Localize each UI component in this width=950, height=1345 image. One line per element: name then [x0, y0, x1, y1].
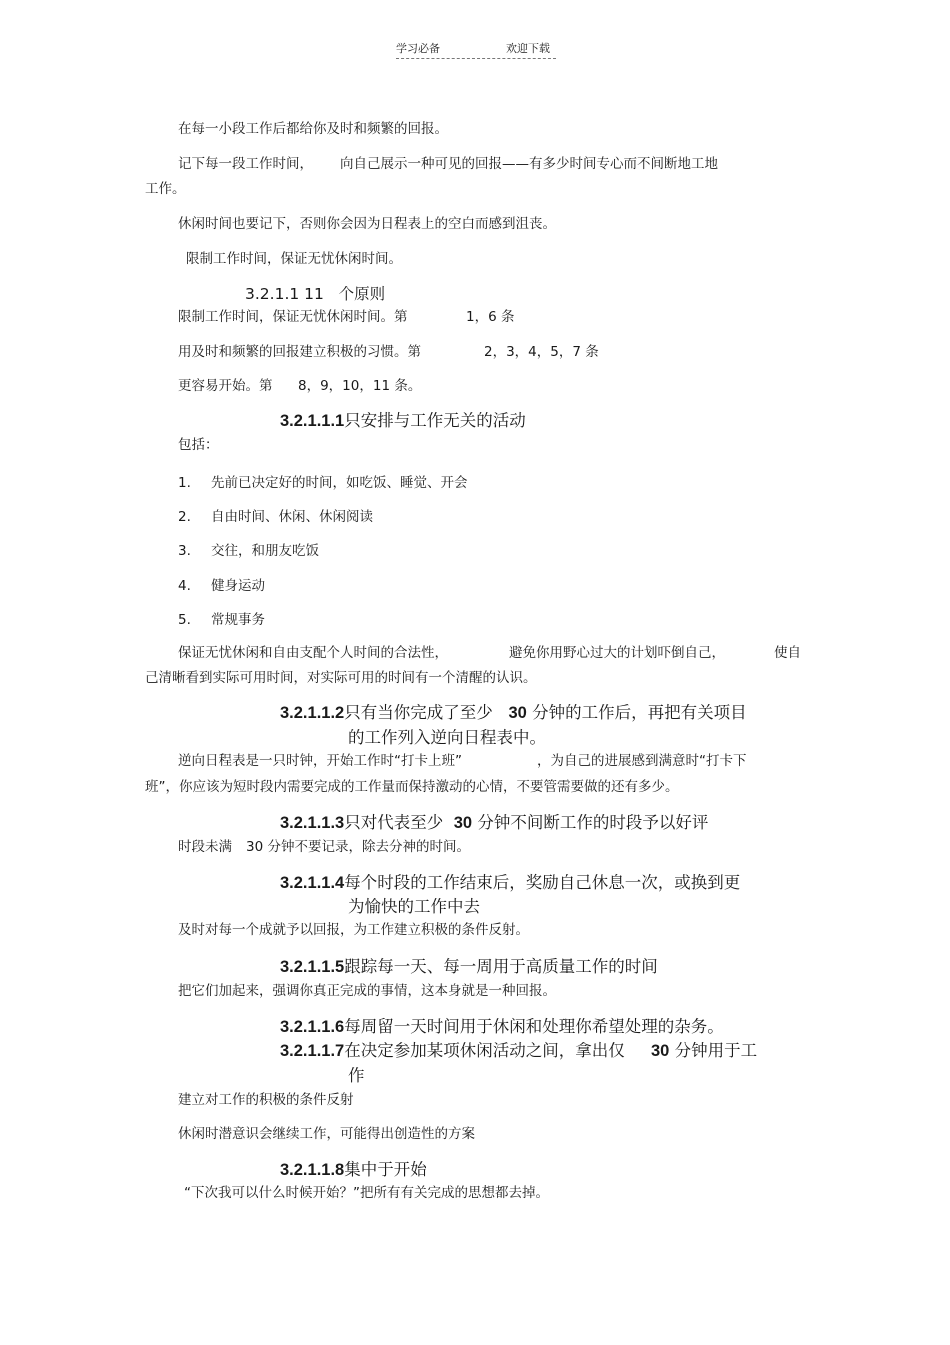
subsection-number: 3.2.1.1.4	[280, 874, 345, 892]
list-item-text: 先前已决定好的时间，如吃饭、睡觉、开会	[211, 475, 468, 491]
list-item	[178, 542, 191, 560]
subsection-heading	[280, 812, 708, 834]
subsection-title: 集中于开始	[344, 1160, 427, 1179]
subsection-heading	[280, 702, 747, 724]
list-item-text: 常规事务	[211, 612, 265, 628]
list-item	[178, 611, 191, 629]
subsection-heading-continued: 的工作列入逆向日程表中。	[348, 728, 546, 747]
paragraph: 使自	[774, 645, 801, 661]
paragraph: 2，3，4，5，7 条	[484, 344, 599, 360]
list-item	[178, 577, 191, 595]
section-heading	[245, 284, 385, 304]
list-item-text: 交往，和朋友吃饭	[211, 543, 319, 559]
subsection-number: 3.2.1.1.3	[280, 814, 345, 832]
list-item-text: 自由时间、休闲、休闲阅读	[211, 509, 373, 525]
subsection-title: 每个时段的工作结束后，奖励自己休息一次，或换到更	[344, 873, 741, 892]
section-title: 个原则	[338, 285, 386, 303]
paragraph: 保证无忧休闲和自由支配个人时间的合法性，	[178, 645, 448, 661]
subsection-title: 每周留一天时间用于休闲和处理你希望处理的杂务。	[344, 1017, 724, 1036]
header-left: 学习必备	[396, 42, 440, 55]
subsection-heading-continued: 作	[348, 1066, 365, 1085]
subsection-title: 跟踪每一天、每一周用于高质量工作的时间	[344, 957, 658, 976]
subsection-title: 只有当你完成了至少	[344, 703, 493, 722]
paragraph: 包括：	[178, 437, 219, 453]
paragraph: 记下每一段工作时间，	[178, 156, 313, 172]
subsection-title: 只安排与工作无关的活动	[344, 411, 526, 430]
list-number: 2.	[178, 509, 191, 525]
subsection-number: 3.2.1.1.7	[280, 1042, 345, 1060]
paragraph: 限制工作时间，保证无忧休闲时间。	[186, 251, 402, 267]
subsection-number: 3.2.1.1.2	[280, 704, 345, 722]
paragraph: 逆向日程表是一只时钟，开始工作时“打卡上班”	[178, 753, 462, 769]
subsection-heading	[280, 1016, 724, 1038]
paragraph: 建立对工作的积极的条件反射	[178, 1092, 354, 1108]
subsection-heading-continued: 为愉快的工作中去	[348, 897, 480, 916]
paragraph: 工作。	[145, 181, 186, 197]
subsection-title: 分钟不间断工作的时段予以好评	[477, 813, 709, 832]
paragraph: “下次我可以什么时候开始？”把所有有关完成的思想都去掉。	[184, 1185, 549, 1201]
paragraph: 更容易开始。第	[178, 378, 273, 394]
highlight-number: 30	[508, 704, 527, 722]
subsection-heading	[280, 410, 526, 432]
subsection-heading	[280, 956, 658, 978]
paragraph: 限制工作时间，保证无忧休闲时间。第	[178, 309, 408, 325]
list-number: 3.	[178, 543, 191, 559]
section-number: 3.2.1.1 11	[245, 285, 324, 303]
subsection-number: 3.2.1.1.5	[280, 958, 345, 976]
list-number: 1.	[178, 475, 191, 491]
subsection-heading	[280, 1159, 427, 1181]
highlight-number: 30	[650, 1042, 670, 1060]
list-item-text: 健身运动	[211, 578, 265, 594]
highlight-number: 30	[453, 814, 473, 832]
subsection-title: 只对代表至少	[344, 813, 444, 832]
subsection-number: 3.2.1.1.1	[280, 412, 345, 430]
subsection-title: 分钟用于工	[674, 1041, 758, 1060]
paragraph: 在每一小段工作后都给你及时和频繁的回报。	[178, 121, 448, 137]
paragraph: 休闲时间也要记下，否则你会因为日程表上的空白而感到沮丧。	[178, 216, 556, 232]
paragraph: 避免你用野心过大的计划吓倒自己，	[509, 645, 725, 661]
subsection-number: 3.2.1.1.6	[280, 1018, 345, 1036]
list-item	[178, 508, 191, 526]
paragraph: ，为自己的进展感到满意时“打卡下	[537, 753, 747, 769]
paragraph: 时段未满	[178, 839, 232, 855]
subsection-title: 分钟的工作后，再把有关项目	[532, 703, 747, 722]
header-right: 欢迎下载	[506, 42, 550, 55]
list-number: 4.	[178, 578, 191, 594]
list-item	[178, 474, 191, 492]
paragraph: 休闲时潜意识会继续工作，可能得出创造性的方案	[178, 1126, 475, 1142]
subsection-number: 3.2.1.1.8	[280, 1161, 345, 1179]
list-number: 5.	[178, 612, 191, 628]
paragraph: 班”，你应该为短时段内需要完成的工作量而保持激动的心情，不要管需要做的还有多少。	[145, 779, 679, 795]
paragraph: 向自己展示一种可见的回报——有多少时间专心而不间断地工地	[340, 156, 718, 172]
paragraph: 8，9，10，11 条。	[298, 378, 422, 394]
subsection-heading	[280, 1040, 757, 1062]
page-header	[396, 40, 556, 59]
paragraph: 己清晰看到实际可用时间，对实际可用的时间有一个清醒的认识。	[145, 670, 537, 686]
paragraph: 1，6 条	[466, 309, 515, 325]
paragraph: 及时对每一个成就予以回报，为工作建立积极的条件反射。	[178, 922, 529, 938]
subsection-heading	[280, 872, 740, 894]
paragraph: 用及时和频繁的回报建立积极的习惯。第	[178, 344, 421, 360]
paragraph: 30 分钟不要记录，除去分神的时间。	[246, 839, 470, 855]
subsection-title: 在决定参加某项休闲活动之间，拿出仅	[344, 1041, 625, 1060]
paragraph: 把它们加起来，强调你真正完成的事情，这本身就是一种回报。	[178, 983, 556, 999]
